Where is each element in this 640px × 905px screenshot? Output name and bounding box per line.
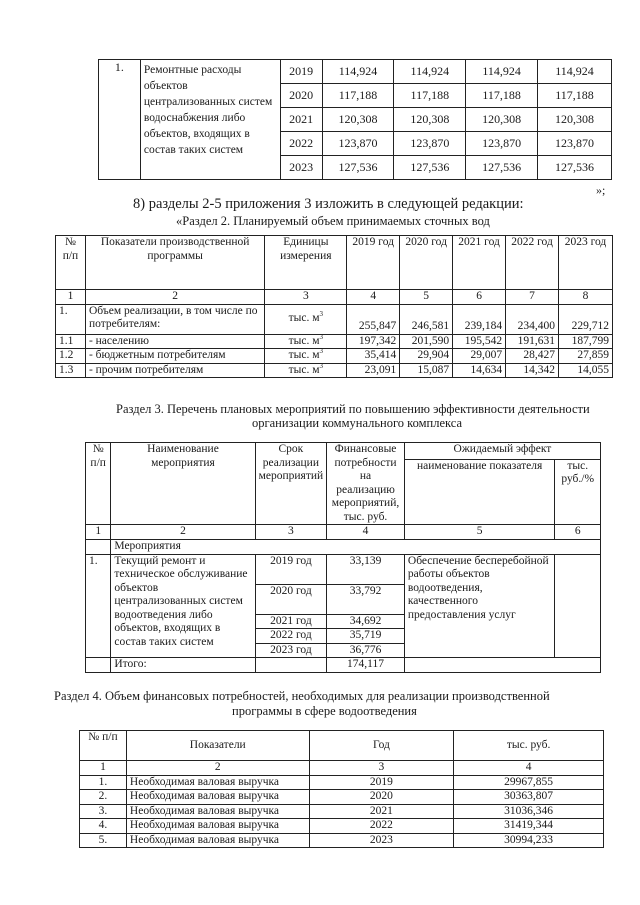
s3-fin: 35,719 — [327, 629, 405, 644]
top-value: 120,308 — [394, 108, 466, 132]
s4-row-sum: 31036,346 — [454, 804, 604, 819]
s4-row-name: Необходимая валовая выручка — [126, 775, 309, 790]
s3-header-term: Срок реализации мероприятий — [255, 443, 327, 525]
section2-title: «Раздел 2. Планируемый объем принимаемых сточных вод — [176, 214, 490, 228]
s4-header-year: Год — [309, 731, 454, 761]
s4-row-year: 2019 — [309, 775, 454, 790]
s4-row-num: 5. — [80, 833, 127, 848]
top-year: 2021 — [280, 108, 322, 132]
s3-total-label: Итого: — [111, 658, 255, 673]
s2-colnum: 1 — [56, 290, 86, 305]
top-value: 123,870 — [394, 132, 466, 156]
s2-header-num: № п/п — [56, 236, 86, 290]
s2-value: 14,342 — [506, 363, 559, 378]
s4-colnum: 1 — [80, 761, 127, 776]
s4-row-sum: 29967,855 — [454, 775, 604, 790]
s3-header-unit: тыс. руб./% — [555, 459, 601, 525]
top-value: 127,536 — [394, 156, 466, 180]
s2-value: 15,087 — [400, 363, 453, 378]
s3-term: 2023 год — [255, 643, 327, 658]
s3-fin: 36,776 — [327, 643, 405, 658]
s2-row-num: 1.3 — [56, 363, 86, 378]
s3-term: 2021 год — [255, 614, 327, 629]
s2-value: 246,581 — [400, 304, 453, 334]
top-value: 127,536 — [538, 156, 612, 180]
s2-header-year: 2021 год — [453, 236, 506, 290]
s2-value: 191,631 — [506, 334, 559, 349]
s2-row-unit: тыс. $м^3$ — [265, 363, 347, 378]
s3-header-name: Наименование мероприятия — [111, 443, 255, 525]
top-table — [98, 59, 612, 180]
s2-value: 23,091 — [347, 363, 400, 378]
top-value: 117,188 — [322, 84, 394, 108]
s2-colnum: 8 — [559, 290, 613, 305]
s2-colnum: 5 — [400, 290, 453, 305]
top-value: 114,924 — [466, 60, 538, 84]
s2-value: 27,859 — [559, 349, 613, 364]
s2-header-year: 2020 год — [400, 236, 453, 290]
s4-row-sum: 31419,344 — [454, 819, 604, 834]
top-year: 2019 — [280, 60, 322, 84]
s2-row-name: - населению — [85, 334, 264, 349]
s4-row-year: 2022 — [309, 819, 454, 834]
s2-colnum: 4 — [347, 290, 400, 305]
s2-row-num: 1.2 — [56, 349, 86, 364]
s4-row-name: Необходимая валовая выручка — [126, 819, 309, 834]
s2-value: 28,427 — [506, 349, 559, 364]
s2-header-year: 2019 год — [347, 236, 400, 290]
s4-row-sum: 30363,807 — [454, 790, 604, 805]
s4-row-num: 1. — [80, 775, 127, 790]
s4-row-num: 3. — [80, 804, 127, 819]
s2-colnum: 2 — [85, 290, 264, 305]
s2-value: 255,847 — [347, 304, 400, 334]
s2-row-name: - бюджетным потребителям — [85, 349, 264, 364]
s3-group-label: Мероприятия — [111, 539, 601, 554]
s2-row-name: - прочим потребителям — [85, 363, 264, 378]
top-year: 2023 — [280, 156, 322, 180]
top-value: 114,924 — [322, 60, 394, 84]
top-year: 2020 — [280, 84, 322, 108]
section3-title-line1: Раздел 3. Перечень плановых мероприятий по повышению эффективности деятельности — [116, 402, 590, 416]
s3-term: 2019 год — [255, 554, 327, 584]
top-value: 123,870 — [538, 132, 612, 156]
s4-row-year: 2023 — [309, 833, 454, 848]
top-row-name: Ремонтные расходы объектов централизованных систем водоснабжения либо объектов, входящих в состав таких систем — [140, 60, 280, 180]
s2-value: 195,542 — [453, 334, 506, 349]
s2-value: 239,184 — [453, 304, 506, 334]
s2-row-unit: тыс. $м^3$ — [265, 349, 347, 364]
section4-title-line1: Раздел 4. Объем финансовых потребностей, необходимых для реализации производственной — [54, 689, 550, 703]
s2-value: 14,055 — [559, 363, 613, 378]
s3-header-effect: Ожидаемый эффект — [404, 443, 600, 460]
s2-header-unit: Единицы измерения — [265, 236, 347, 290]
s2-header-year: 2022 год — [506, 236, 559, 290]
s2-value: 29,007 — [453, 349, 506, 364]
s2-value: 29,904 — [400, 349, 453, 364]
top-value: 117,188 — [538, 84, 612, 108]
s2-value: 234,400 — [506, 304, 559, 334]
s3-term: 2022 год — [255, 629, 327, 644]
s2-value: 197,342 — [347, 334, 400, 349]
s3-colnum: 2 — [111, 525, 255, 540]
s2-value: 187,799 — [559, 334, 613, 349]
s2-value: 229,712 — [559, 304, 613, 334]
s4-row-num: 2. — [80, 790, 127, 805]
s2-colnum: 6 — [453, 290, 506, 305]
s2-row-num: 1.1 — [56, 334, 86, 349]
s2-colnum: 7 — [506, 290, 559, 305]
s3-colnum: 1 — [86, 525, 111, 540]
section3-title-line2: организации коммунального комплекса — [252, 416, 463, 430]
s4-row-sum: 30994,233 — [454, 833, 604, 848]
top-value: 117,188 — [466, 84, 538, 108]
s4-row-num: 4. — [80, 819, 127, 834]
top-value: 127,536 — [322, 156, 394, 180]
s3-colnum: 4 — [327, 525, 405, 540]
s2-row-unit: тыс. $м^3$ — [265, 334, 347, 349]
s3-fin: 34,692 — [327, 614, 405, 629]
top-row-num: 1. — [99, 60, 141, 180]
top-value: 120,308 — [322, 108, 394, 132]
s2-row-unit: тыс. $м^3$ — [265, 304, 347, 334]
top-value: 123,870 — [466, 132, 538, 156]
s4-header-sum: тыс. руб. — [454, 731, 604, 761]
s2-colnum: 3 — [265, 290, 347, 305]
top-value: 123,870 — [322, 132, 394, 156]
closing-quote: »; — [596, 183, 606, 197]
s4-colnum: 4 — [454, 761, 604, 776]
s4-row-year: 2020 — [309, 790, 454, 805]
item-8-heading: 8) разделы 2-5 приложения 3 изложить в следующей редакции: — [133, 196, 524, 212]
s2-row-name: Объем реализации, в том числе по потребителям: — [85, 304, 264, 334]
section4-table — [79, 730, 604, 848]
top-value: 114,924 — [394, 60, 466, 84]
s3-fin: 33,139 — [327, 554, 405, 584]
top-value: 127,536 — [466, 156, 538, 180]
s3-colnum: 3 — [255, 525, 327, 540]
s3-header-fin: Финансовые потребности на реализацию мероприятий, тыс. руб. — [327, 443, 405, 525]
s2-value: 201,590 — [400, 334, 453, 349]
s2-header-year: 2023 год — [559, 236, 613, 290]
s4-row-name: Необходимая валовая выручка — [126, 833, 309, 848]
s3-header-indicator: наименование показателя — [404, 459, 555, 525]
s4-row-year: 2021 — [309, 804, 454, 819]
section4-title-line2: программы в сфере водоотведения — [232, 704, 417, 718]
s3-row-num: 1. — [86, 554, 111, 658]
s2-value: 35,414 — [347, 349, 400, 364]
section2-table — [55, 235, 613, 378]
top-value: 117,188 — [394, 84, 466, 108]
s4-header-indicator: Показатели — [126, 731, 309, 761]
s2-header-indicator: Показатели производственной программы — [85, 236, 264, 290]
s2-row-num: 1. — [56, 304, 86, 334]
s3-header-num: № п/п — [86, 443, 111, 525]
s3-fin: 33,792 — [327, 584, 405, 614]
s4-colnum: 2 — [126, 761, 309, 776]
top-year: 2022 — [280, 132, 322, 156]
s2-value: 14,634 — [453, 363, 506, 378]
s4-row-name: Необходимая валовая выручка — [126, 804, 309, 819]
s3-total-value: 174,117 — [327, 658, 405, 673]
section3-table — [85, 442, 601, 673]
s4-header-num: № п/п — [80, 731, 127, 761]
s3-colnum: 5 — [404, 525, 555, 540]
s4-colnum: 3 — [309, 761, 454, 776]
s3-effect-text: Обеспечение бесперебойной работы объектов водоотведения, качественного предоставления услуг — [404, 554, 555, 658]
top-value: 120,308 — [538, 108, 612, 132]
s4-row-name: Необходимая валовая выручка — [126, 790, 309, 805]
top-value: 120,308 — [466, 108, 538, 132]
s3-colnum: 6 — [555, 525, 601, 540]
s3-row-name: Текущий ремонт и техническое обслуживание объектов централизованных систем водоотведения либо объектов, входящих в состав таких систем — [111, 554, 255, 658]
top-value: 114,924 — [538, 60, 612, 84]
s3-term: 2020 год — [255, 584, 327, 614]
